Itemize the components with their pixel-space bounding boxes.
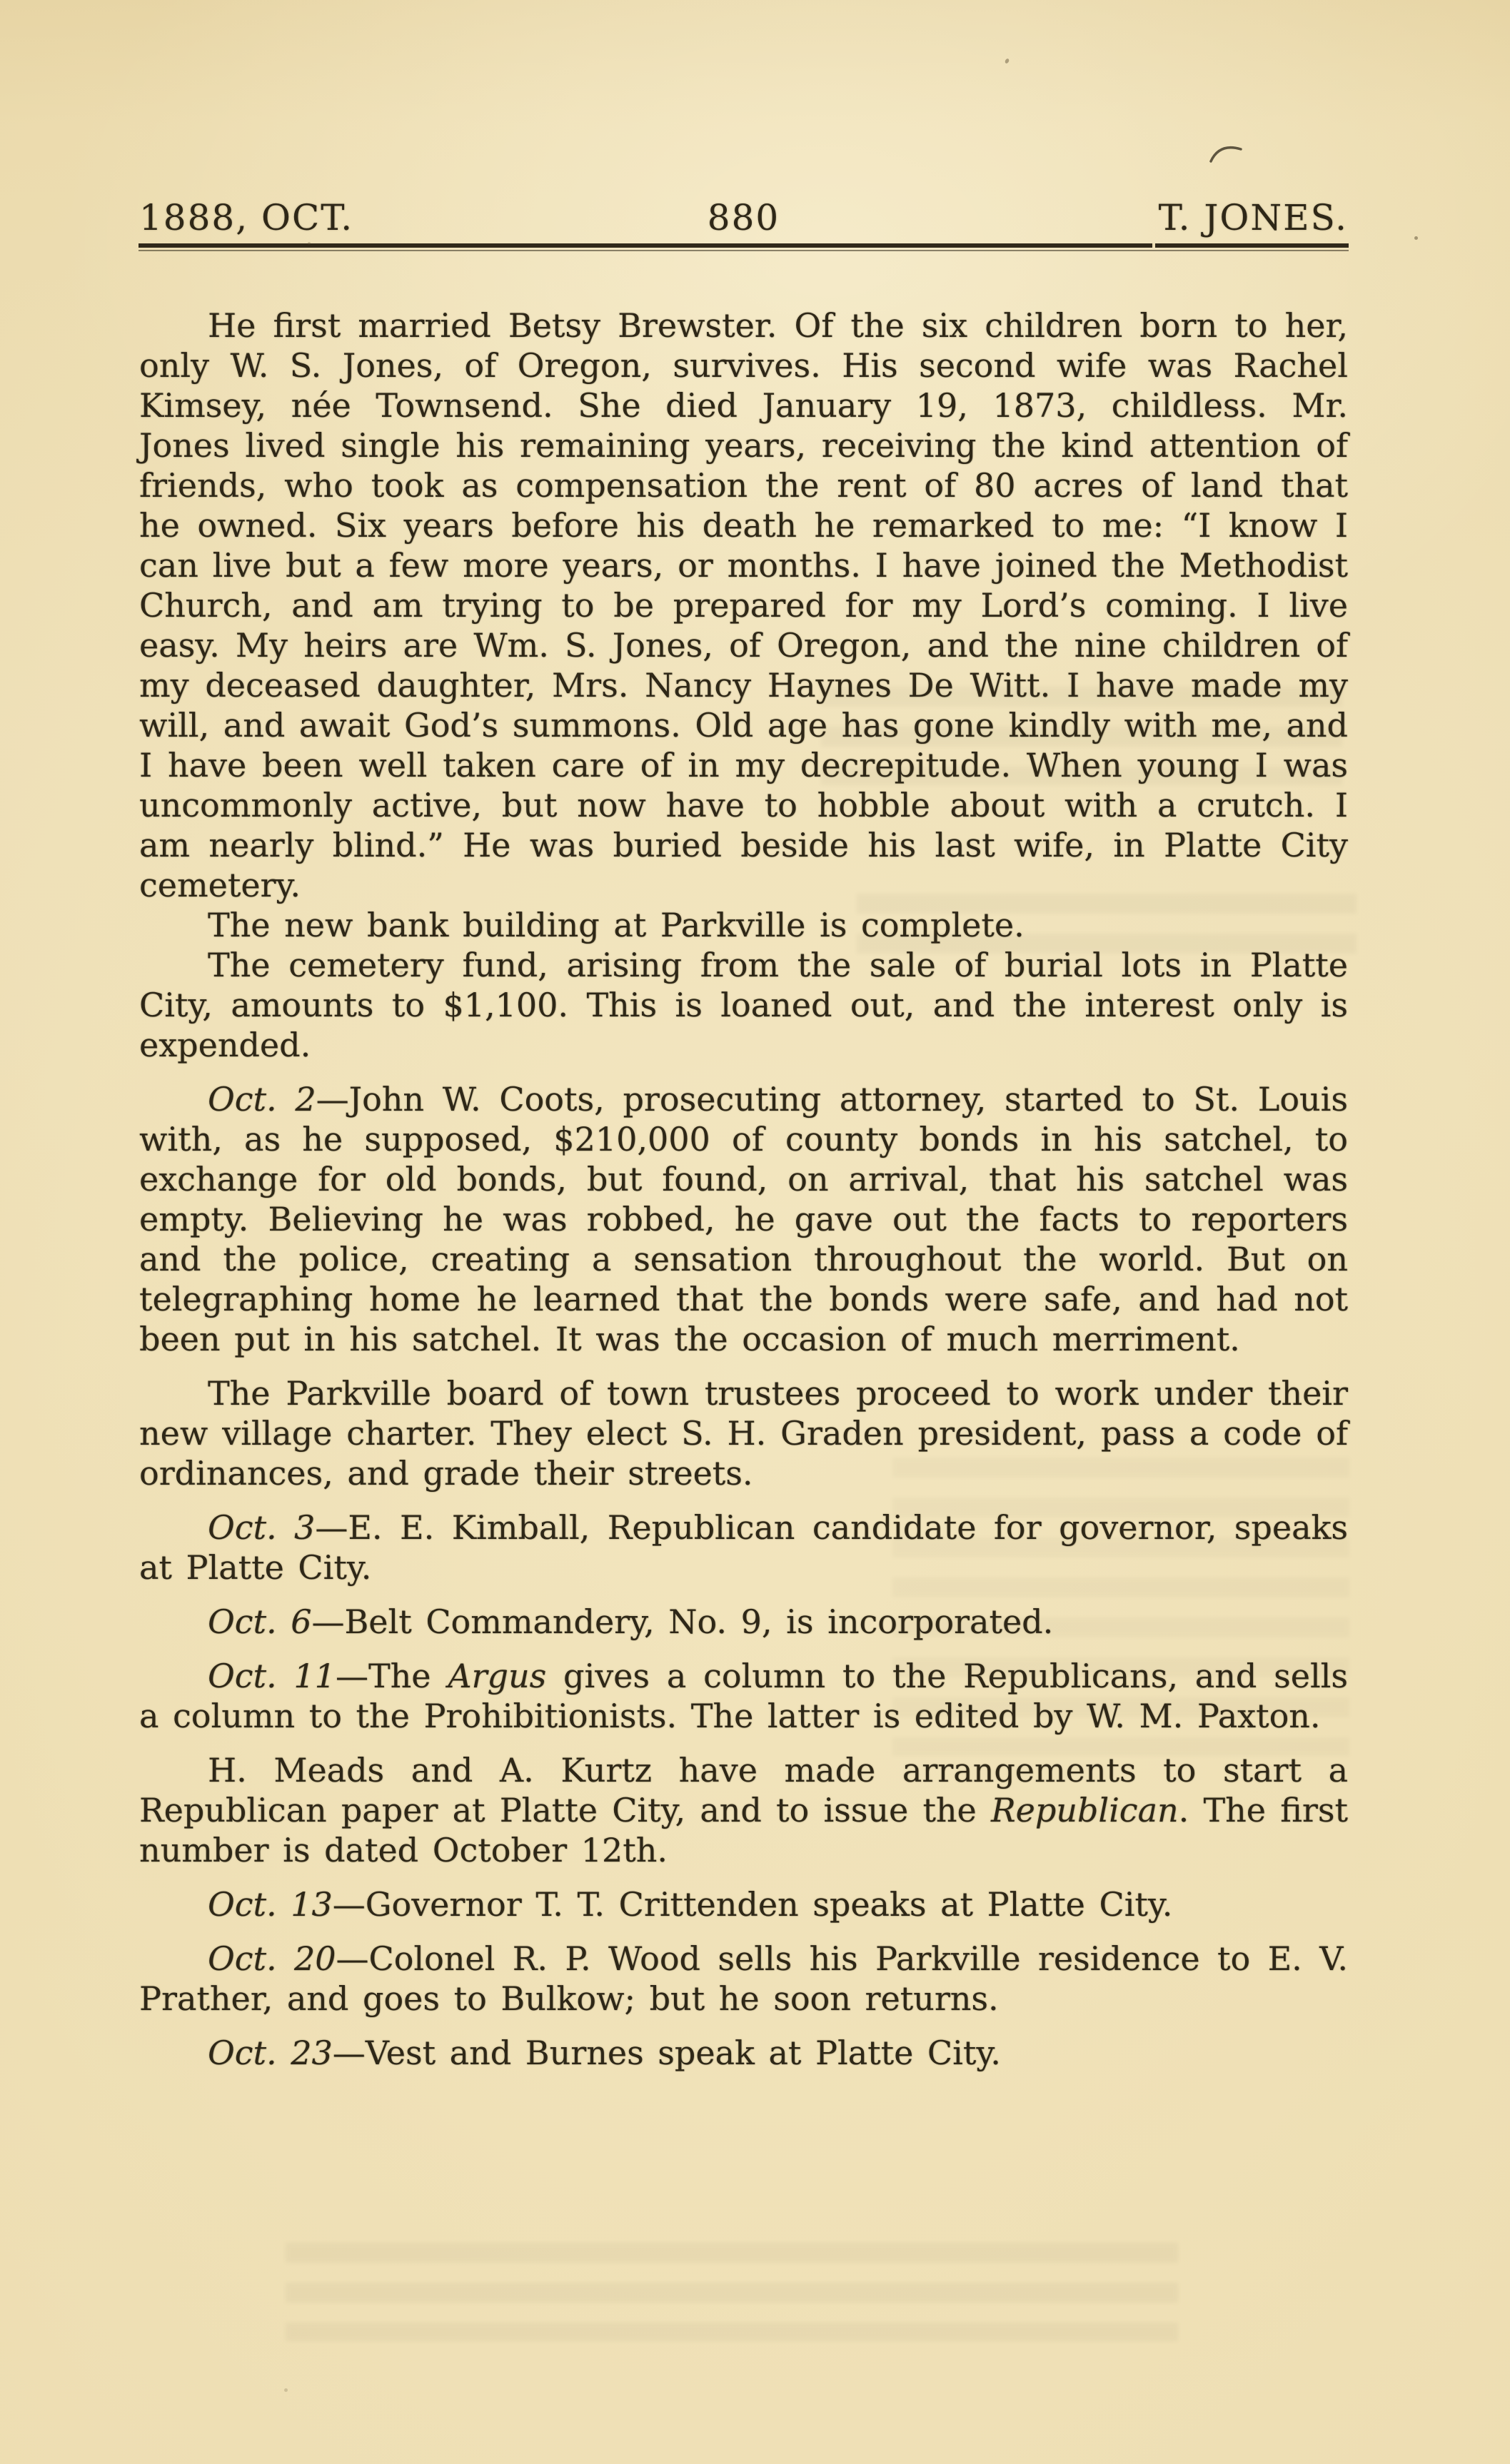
text-run: The Parkville board of town trustees proceed to work under their new village charter. They elect S. H. Graden president, pass a code of ordinances, and grade their streets.: [139, 1374, 1348, 1493]
italic-text-run: Oct. 6: [208, 1602, 312, 1641]
paper-speck: [400, 971, 403, 974]
italic-text-run: Oct. 2: [208, 1080, 316, 1119]
paragraph: [139, 1508, 1348, 1587]
text-run: —Vest and Burnes speak at Platte City.: [332, 2034, 1001, 2072]
text-run: —Colonel R. P. Wood sells his Parkville residence to E. V. Prather, and goes to Bulkow; but he soon returns.: [139, 1939, 1348, 2018]
text-run: —Governor T. T. Crittenden speaks at Platte City.: [332, 1885, 1173, 1924]
text-run: . The first number is dated October 12th.: [139, 1791, 1348, 1869]
paragraph: [139, 1079, 1348, 1359]
paragraph: [139, 306, 1348, 905]
italic-text-run: Argus: [448, 1657, 547, 1695]
text-run: —John W. Coots, prosecuting attorney, started to St. Louis with, as he supposed, $210,000 of county bonds in his satchel, to exchange for old bonds, but found, on arrival, that his satchel was empty. Believing he was robbed, he gave out the facts to reporters and the police, creating a sensation throughout the world. But on telegraphing home he learned that the bonds were safe, and had not been put in his satchel. It was the occasion of much merriment.: [139, 1080, 1348, 1358]
text-run: The cemetery fund, arising from the sale of burial lots in Platte City, amounts to $1,100. This is loaned out, and the interest only is expended.: [139, 946, 1348, 1064]
italic-text-run: Oct. 23: [208, 2034, 333, 2072]
page-bleed-through: [286, 2234, 1178, 2341]
running-head-subject: T. JONES.: [1158, 197, 1348, 238]
running-head-date: 1888, OCT.: [139, 197, 354, 238]
scan-artifact-squiggle: [1208, 140, 1245, 168]
text-run: He first married Betsy Brewster. Of the six children born to her, only W. S. Jones, of Oregon, survives. His second wife was Rachel Kimsey, née Townsend. She died January 19, 1873, childless. Mr. Jones lived single his remaining years, receiving the kind attention of friends, who took as compensation the rent of 80 acres of land that he owned. Six years before his death he remarked to me: “I know I can live but a few more years, or months. I have joined the Methodist Church, and am trying to be prepared for my Lord’s coming. I live easy. My heirs are Wm. S. Jones, of Oregon, and the nine children of my deceased daughter, Mrs. Nancy Haynes De Witt. I have made my will, and await God’s summons. Old age has gone kindly with me, and I have been well taken care of in my decrepitude. When young I was uncommonly active, but now have to hobble about with a crutch. I am nearly blind.” He was buried beside his last wife, in Platte City cemetery.: [139, 306, 1348, 904]
paragraph: [139, 1750, 1348, 1870]
text-run: H. Meads and A. Kurtz have made arrangements to start a Republican paper at Platte City, and to issue the: [139, 1751, 1348, 1829]
paper-speck: [1005, 58, 1010, 64]
italic-text-run: Oct. 3: [208, 1508, 316, 1547]
text-run: gives a column to the Republicans, and sells a column to the Prohibitionists. The latter is edited by W. M. Paxton.: [139, 1657, 1348, 1735]
italic-text-run: Oct. 11: [208, 1657, 336, 1695]
italic-text-run: Republican: [991, 1791, 1179, 1829]
paragraph: [139, 1884, 1348, 1924]
paragraph: [139, 2033, 1348, 2073]
paragraph: [139, 1939, 1348, 2019]
paragraph: [139, 1373, 1348, 1493]
paper-speck: [284, 2388, 288, 2392]
running-head: [139, 197, 1348, 238]
text-run: —The: [335, 1657, 448, 1695]
paragraph: [139, 1656, 1348, 1736]
text-run: —E. E. Kimball, Republican candidate for governor, speaks at Platte City.: [139, 1508, 1348, 1587]
italic-text-run: Oct. 20: [208, 1939, 336, 1978]
paper-speck: [308, 242, 311, 245]
page-body: [139, 306, 1348, 2073]
header-rule: [139, 243, 1349, 251]
text-run: —Belt Commandery, No. 9, is incorporated.: [311, 1602, 1054, 1641]
italic-text-run: Oct. 13: [208, 1885, 333, 1924]
paper-speck: [1414, 236, 1418, 240]
page-number: 880: [707, 197, 780, 238]
rule-break: [1152, 243, 1155, 248]
paragraph: [139, 945, 1348, 1065]
text-run: The new bank building at Parkville is complete.: [208, 906, 1025, 944]
paragraph: [139, 1602, 1348, 1642]
paragraph: [139, 905, 1348, 945]
